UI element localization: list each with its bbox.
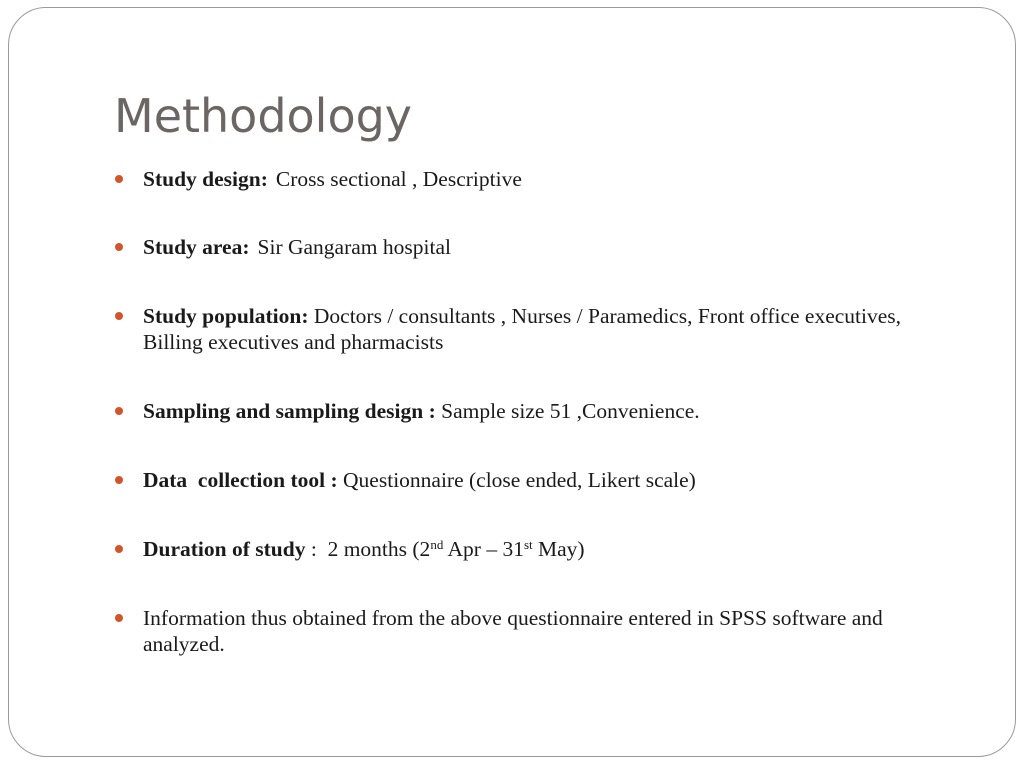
duration-text-middle: Apr – 31: [443, 537, 524, 561]
bullet-label: Study design:: [143, 167, 268, 191]
bullet-dot-icon: [115, 243, 123, 251]
bullet-label: Study population:: [143, 304, 309, 328]
bullet-text: Information thus obtained from the above questionnaire entered in SPSS software and analyzed.: [143, 606, 883, 656]
duration-superscript-st: st: [523, 537, 533, 552]
bullet-data-collection-tool: [143, 467, 943, 493]
bullet-dot-icon: [115, 545, 123, 553]
bullet-label: Study area:: [143, 235, 250, 259]
slide-title: Methodology: [114, 89, 413, 143]
bullet-dot-icon: [115, 312, 123, 320]
bullet-dot-icon: [115, 476, 123, 484]
bullet-label: Duration of study: [143, 537, 306, 561]
bullet-duration-of-study: [143, 536, 943, 562]
bullet-label: Data collection tool :: [143, 468, 338, 492]
bullet-sampling-design: [143, 398, 943, 424]
bullet-text: Sir Gangaram hospital: [257, 235, 451, 259]
bullet-dot-icon: [115, 175, 123, 183]
bullet-dot-icon: [115, 614, 123, 622]
bullet-information-spss: [143, 605, 943, 657]
bullet-dot-icon: [115, 407, 123, 415]
bullet-separator: :: [305, 537, 328, 561]
bullet-text: Sample size 51 ,Convenience.: [441, 399, 700, 423]
bullet-text: Cross sectional , Descriptive: [275, 167, 522, 191]
duration-text-start: 2 months (2: [327, 537, 431, 561]
duration-text-end: May): [532, 537, 585, 561]
bullet-study-population: [143, 303, 943, 355]
bullet-text: Questionnaire (close ended, Likert scale): [343, 468, 696, 492]
duration-superscript-nd: nd: [430, 537, 444, 552]
bullet-text: Doctors / consultants , Nurses / Paramedics, Front office executives, Billing executives and pharmacists: [143, 304, 902, 354]
bullet-study-design: [143, 166, 943, 192]
bullet-study-area: [143, 234, 943, 260]
bullet-label: Sampling and sampling design :: [143, 399, 436, 423]
